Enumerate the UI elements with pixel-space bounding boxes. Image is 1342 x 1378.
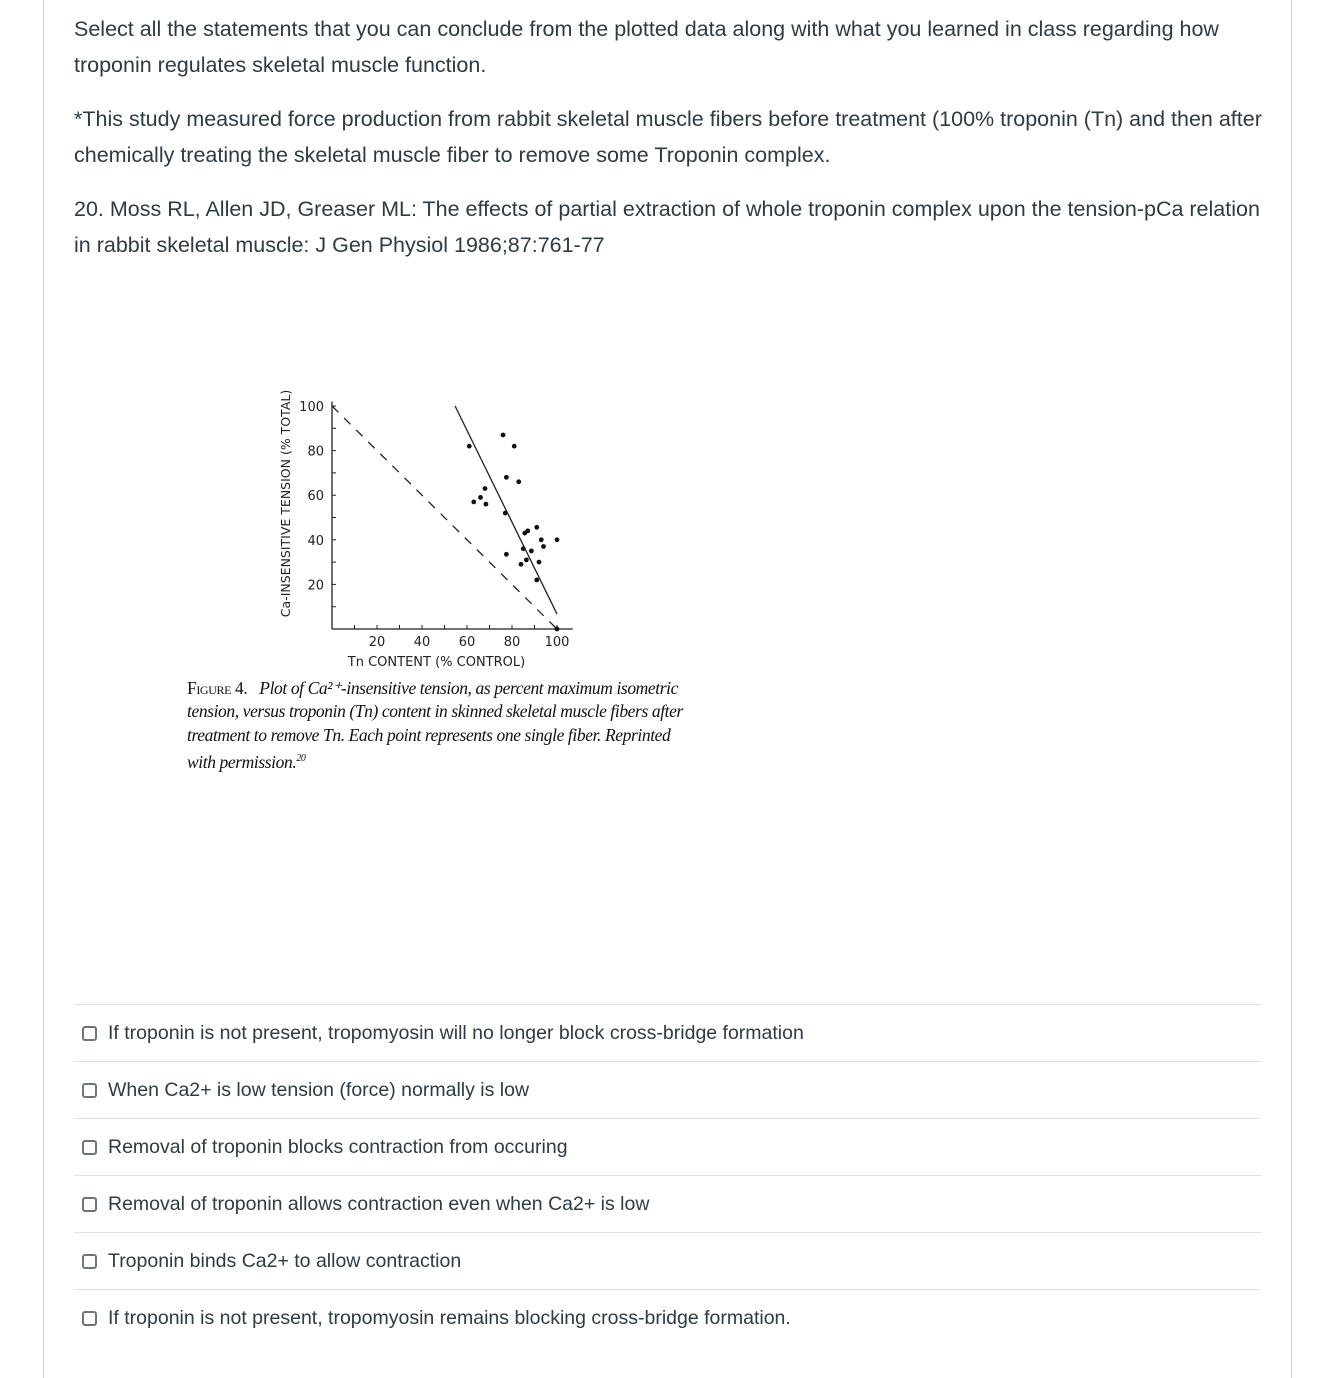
question-prompt: Select all the statements that you can conclude from the plotted data along with what you learned in class regarding how troponin regulates skeletal muscle function.: [74, 17, 1219, 77]
option-row[interactable]: [74, 1118, 1261, 1175]
checkbox[interactable]: [82, 1140, 97, 1155]
y-tick-label: 20: [307, 578, 324, 594]
data-point: [478, 495, 483, 500]
study-note: *This study measured force production from rabbit skeletal muscle fibers before treatment (100% troponin (Tn) and then after chemically treating the skeletal muscle fiber to remove some Troponin complex.: [74, 107, 1262, 167]
option-row[interactable]: [74, 1289, 1261, 1346]
checkbox[interactable]: [82, 1254, 97, 1269]
fit-line: [455, 406, 557, 614]
option-label: Troponin binds Ca2+ to allow contraction: [108, 1249, 462, 1272]
data-point: [467, 444, 472, 449]
data-point: [521, 546, 526, 551]
data-point: [519, 562, 524, 567]
data-point: [471, 499, 476, 504]
option-label: Removal of troponin blocks contraction from occuring: [108, 1135, 568, 1158]
checkbox[interactable]: [82, 1311, 97, 1326]
data-point: [501, 433, 506, 438]
answer-options: [74, 1004, 1261, 1346]
citation: 20. Moss RL, Allen JD, Greaser ML: The effects of partial extraction of whole troponin complex upon the tension-pCa relation in rabbit skeletal muscle: J Gen Physiol 1986;87:761-77: [74, 197, 1260, 257]
data-point: [537, 560, 542, 565]
data-point: [541, 544, 546, 549]
data-point: [522, 531, 527, 536]
data-point: [539, 537, 544, 542]
y-tick-label: 40: [307, 533, 324, 549]
scatter-chart: [270, 370, 590, 670]
footnote-ref: 20: [296, 752, 306, 764]
option-label: When Ca2+ is low tension (force) normally is low: [108, 1078, 530, 1101]
x-tick-label: 60: [458, 635, 476, 650]
option-label: Removal of troponin allows contraction even when Ca2+ is low: [108, 1192, 650, 1215]
y-tick-label: 80: [307, 444, 324, 460]
checkbox[interactable]: [82, 1197, 97, 1212]
theoretical-line: [332, 406, 557, 629]
data-point: [504, 475, 509, 480]
x-tick-label: 100: [544, 635, 570, 650]
option-row[interactable]: [74, 1175, 1261, 1232]
x-tick-label: 20: [368, 635, 386, 650]
data-point: [555, 537, 560, 542]
option-row[interactable]: [74, 1061, 1261, 1118]
data-point: [534, 525, 539, 530]
option-label: If troponin is not present, tropomyosin remains blocking cross-bridge formation.: [108, 1306, 791, 1329]
x-tick-label: 80: [503, 635, 521, 650]
y-axis-label: Ca-INSENSITIVE TENSION (% TOTAL): [278, 389, 293, 618]
checkbox[interactable]: [82, 1083, 97, 1098]
data-point: [503, 511, 508, 516]
data-point: [504, 552, 509, 557]
y-tick-label: 100: [299, 400, 324, 415]
option-label: If troponin is not present, tropomyosin will no longer block cross-bridge formation: [108, 1021, 804, 1044]
data-point: [555, 627, 560, 632]
option-row[interactable]: [74, 1004, 1261, 1061]
checkbox[interactable]: [82, 1026, 97, 1041]
y-tick-label: 60: [307, 489, 324, 505]
data-point: [534, 578, 539, 583]
data-point: [529, 549, 534, 554]
data-point: [524, 557, 529, 562]
data-point: [484, 502, 489, 507]
data-point: [483, 486, 488, 491]
option-row[interactable]: [74, 1232, 1261, 1289]
data-point: [516, 479, 521, 484]
figure-label: Figure 4.: [187, 678, 248, 698]
data-point: [512, 444, 517, 449]
x-tick-label: 40: [413, 635, 431, 650]
caption-text: Plot of Ca²⁺-insensitive tension, as percent maximum isometric tension, versus troponin (Tn) content in skinned skeletal muscle fibers after treatment to remove Tn. Each point represents one single fiber. Reprinted with permission.: [187, 678, 683, 772]
figure-caption: [187, 677, 687, 774]
x-axis-label: Tn CONTENT (% CONTROL): [347, 655, 526, 670]
